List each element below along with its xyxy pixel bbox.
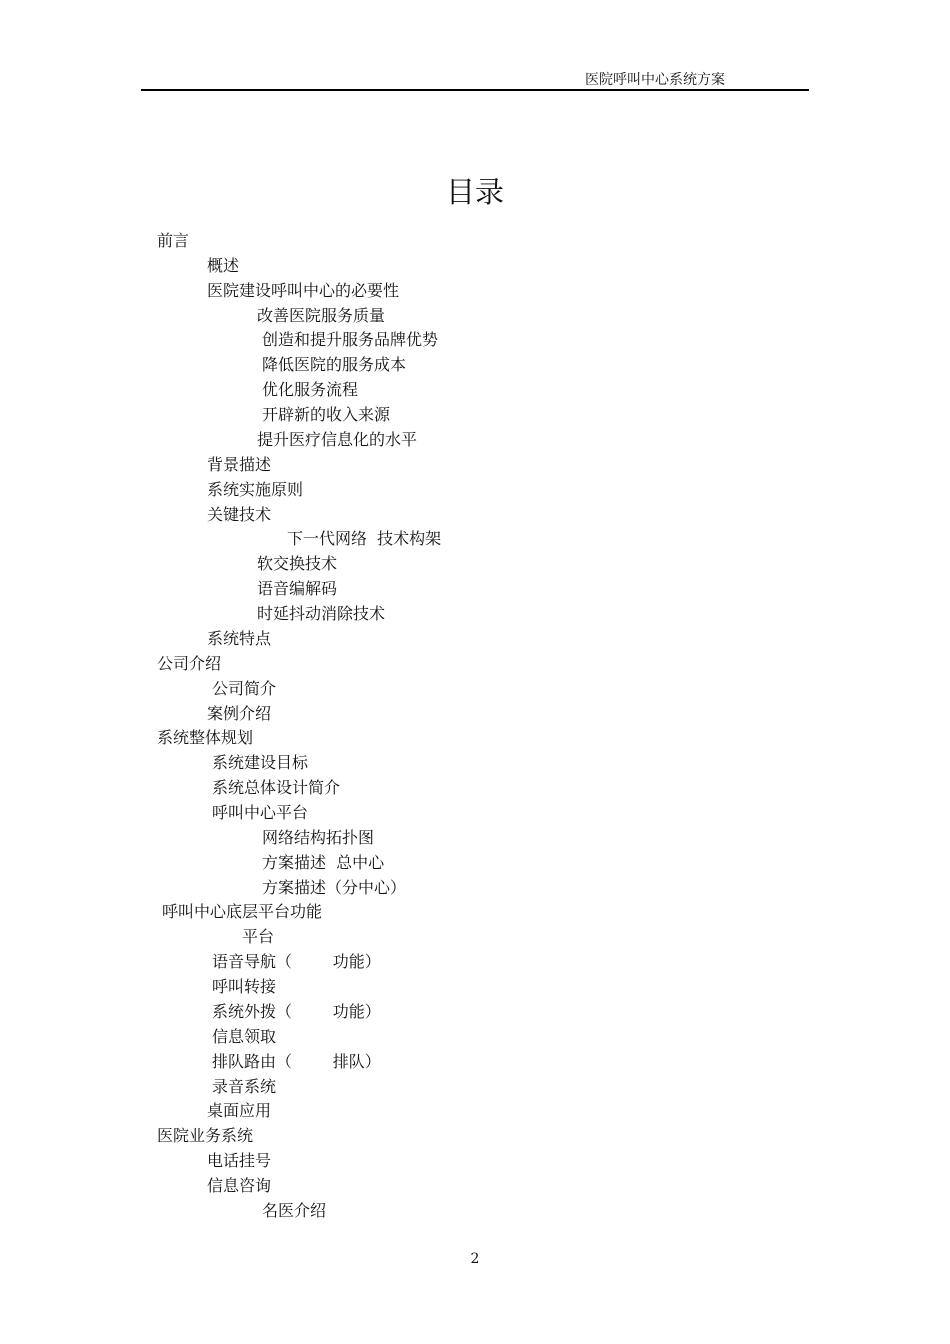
toc-entry-level-2[interactable]: 系统实施原则: [207, 480, 304, 499]
toc-entry-level-2[interactable]: 语音导航（ 功能）: [212, 952, 381, 971]
toc-entry-level-3[interactable]: 改善医院服务质量: [257, 306, 386, 325]
toc-entry-level-1[interactable]: 前言: [157, 231, 190, 250]
toc-entry-level-2[interactable]: 概述: [207, 256, 240, 275]
toc-entry-level-4[interactable]: 下一代网络 技术构架: [287, 529, 442, 548]
toc-entry-level-3[interactable]: 网络结构拓扑图: [262, 828, 375, 847]
toc-entry-level-3[interactable]: 名医介绍: [262, 1201, 327, 1220]
toc-entry-level-3[interactable]: 语音编解码: [257, 579, 338, 598]
toc-entry-level-3[interactable]: 方案描述（分中心）: [262, 878, 407, 897]
toc-entry-level-1[interactable]: 系统整体规划: [157, 728, 254, 747]
toc-entry-level-3[interactable]: 降低医院的服务成本: [262, 355, 407, 374]
header-title: 医院呼叫中心系统方案: [585, 72, 725, 88]
page-number: 2: [470, 1251, 480, 1267]
toc-entry-level-2[interactable]: 电话挂号: [207, 1151, 272, 1170]
toc-entry-level-2[interactable]: 平台: [242, 927, 275, 946]
toc-entry-level-2[interactable]: 公司简介: [212, 679, 277, 698]
toc-entry-level-2[interactable]: 呼叫中心平台: [212, 803, 309, 822]
toc-entry-level-3[interactable]: 开辟新的收入来源: [262, 405, 391, 424]
toc-entry-level-3[interactable]: 创造和提升服务品牌优势: [262, 330, 439, 349]
toc-entry-level-2[interactable]: 信息领取: [212, 1027, 277, 1046]
toc-entry-level-2[interactable]: 系统建设目标: [212, 753, 309, 772]
toc-entry-level-2[interactable]: 呼叫转接: [212, 977, 277, 996]
toc-entry-level-2[interactable]: 系统特点: [207, 629, 272, 648]
toc-entry-level-2[interactable]: 案例介绍: [207, 704, 272, 723]
toc-title: 目录: [445, 175, 504, 209]
toc-entry-level-3[interactable]: 软交换技术: [257, 554, 338, 573]
toc-entry-level-3[interactable]: 优化服务流程: [262, 380, 359, 399]
toc-entry-level-2[interactable]: 系统总体设计简介: [212, 778, 341, 797]
toc-entry-level-2[interactable]: 关键技术: [207, 505, 272, 524]
toc-entry-level-1[interactable]: 呼叫中心底层平台功能: [162, 902, 323, 921]
toc-entry-level-2[interactable]: 录音系统: [212, 1077, 277, 1096]
toc-entry-level-3[interactable]: 方案描述 总中心: [262, 853, 385, 872]
toc-entry-level-1[interactable]: 医院业务系统: [157, 1126, 254, 1145]
toc-entry-level-3[interactable]: 提升医疗信息化的水平: [257, 430, 418, 449]
toc-entry-level-2[interactable]: 医院建设呼叫中心的必要性: [207, 281, 400, 300]
toc-entry-level-3[interactable]: 时延抖动消除技术: [257, 604, 386, 623]
toc-entry-level-2[interactable]: 桌面应用: [207, 1101, 272, 1120]
toc-entry-level-2[interactable]: 信息咨询: [207, 1176, 272, 1195]
toc-entry-level-1[interactable]: 公司介绍: [157, 654, 222, 673]
toc-entry-level-2[interactable]: 排队路由（ 排队）: [212, 1052, 381, 1071]
toc-entry-level-2[interactable]: 系统外拨（ 功能）: [212, 1002, 381, 1021]
toc-entry-level-2[interactable]: 背景描述: [207, 455, 272, 474]
